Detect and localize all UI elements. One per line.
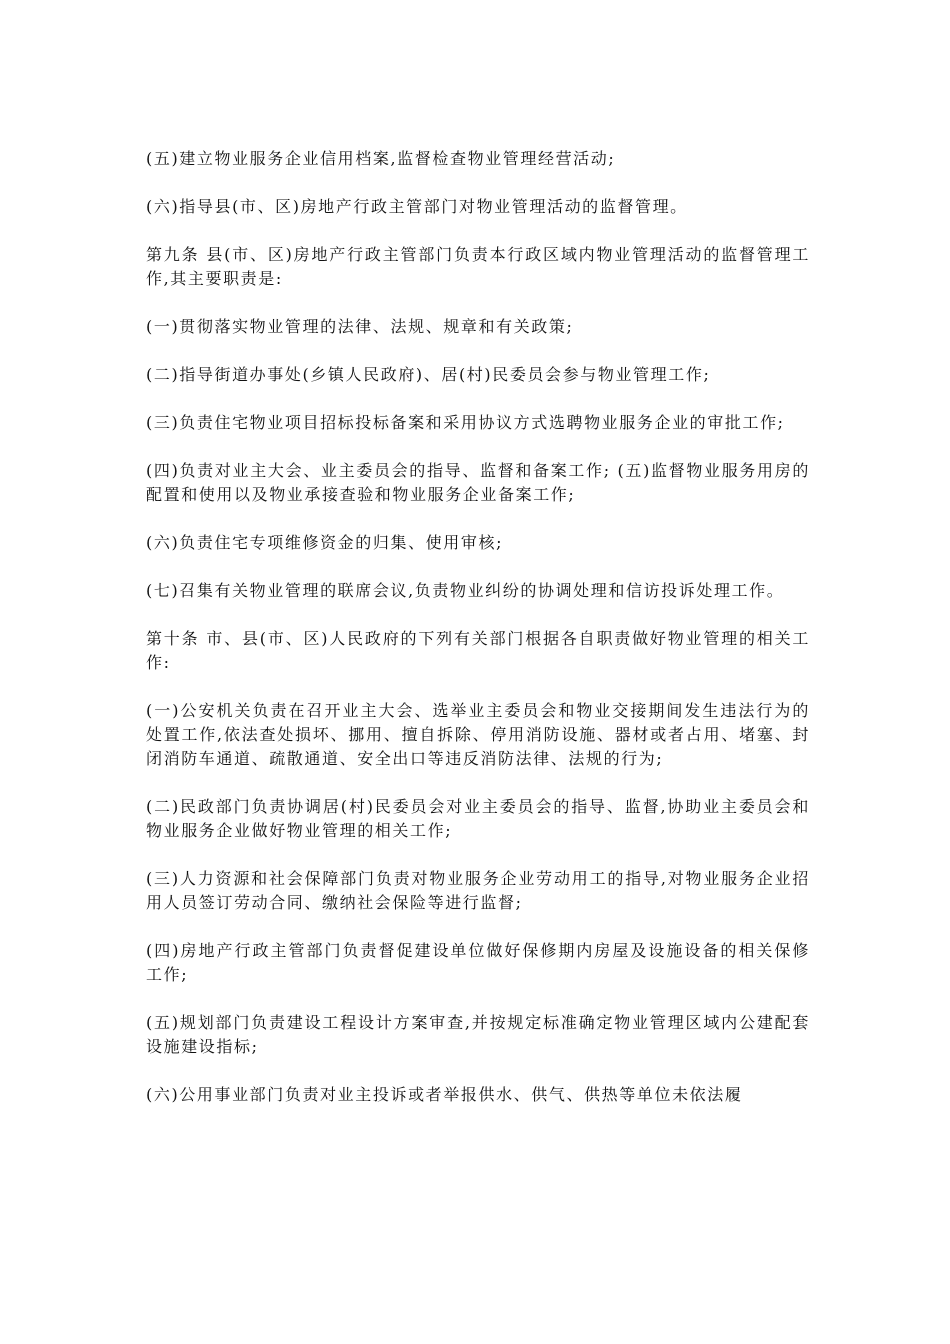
article-9-item-3: (三)负责住宅物业项目招标投标备案和采用协议方式选聘物业服务企业的审批工作; [146,413,785,432]
article-9-item-4-5: (四)负责对业主大会、业主委员会的指导、监督和备案工作; (五)监督物业服务用房的配置和使用以及物业承接查验和物业服务企业备案工作; [146,461,810,504]
article-10-item-6: (六)公用事业部门负责对业主投诉或者举报供水、供气、供热等单位未依法履 [146,1085,743,1104]
paragraph-5-credit-records: (五)建立物业服务企业信用档案,监督检查物业管理经营活动; [146,149,616,168]
article-10-item-2: (二)民政部门负责协调居(村)民委员会对业主委员会的指导、监督,协助业主委员会和物业服务企业做好物业管理的相关工作; [146,797,810,840]
article-9-heading: 第九条 县(市、区)房地产行政主管部门负责本行政区域内物业管理活动的监督管理工作,其主要职责是: [146,245,810,288]
article-9-item-7: (七)召集有关物业管理的联席会议,负责物业纠纷的协调处理和信访投诉处理工作。 [146,581,785,600]
article-9-item-2: (二)指导街道办事处(乡镇人民政府)、居(村)民委员会参与物业管理工作; [146,365,711,384]
article-10-item-1: (一)公安机关负责在召开业主大会、选举业主委员会和物业交接期间发生违法行为的处置工作,依法查处损坏、挪用、擅自拆除、停用消防设施、器材或者占用、堵塞、封闭消防车通道、疏散通道、安全出口等违反消防法律、法规的行为; [146,701,810,768]
article-9-item-1: (一)贯彻落实物业管理的法律、法规、规章和有关政策; [146,317,574,336]
article-10-item-3: (三)人力资源和社会保障部门负责对物业服务企业劳动用工的指导,对物业服务企业招用人员签订劳动合同、缴纳社会保险等进行监督; [146,869,810,912]
article-9-item-6: (六)负责住宅专项维修资金的归集、使用审核; [146,533,504,552]
article-10-heading: 第十条 市、县(市、区)人民政府的下列有关部门根据各自职责做好物业管理的相关工作: [146,629,810,672]
article-10-item-5: (五)规划部门负责建设工程设计方案审查,并按规定标准确定物业管理区域内公建配套设施建设指标; [146,1013,810,1056]
paragraph-6-guide-county: (六)指导县(市、区)房地产行政主管部门对物业管理活动的监督管理。 [146,197,688,216]
article-10-item-4: (四)房地产行政主管部门负责督促建设单位做好保修期内房屋及设施设备的相关保修工作; [146,941,810,984]
document-body [146,147,810,1107]
